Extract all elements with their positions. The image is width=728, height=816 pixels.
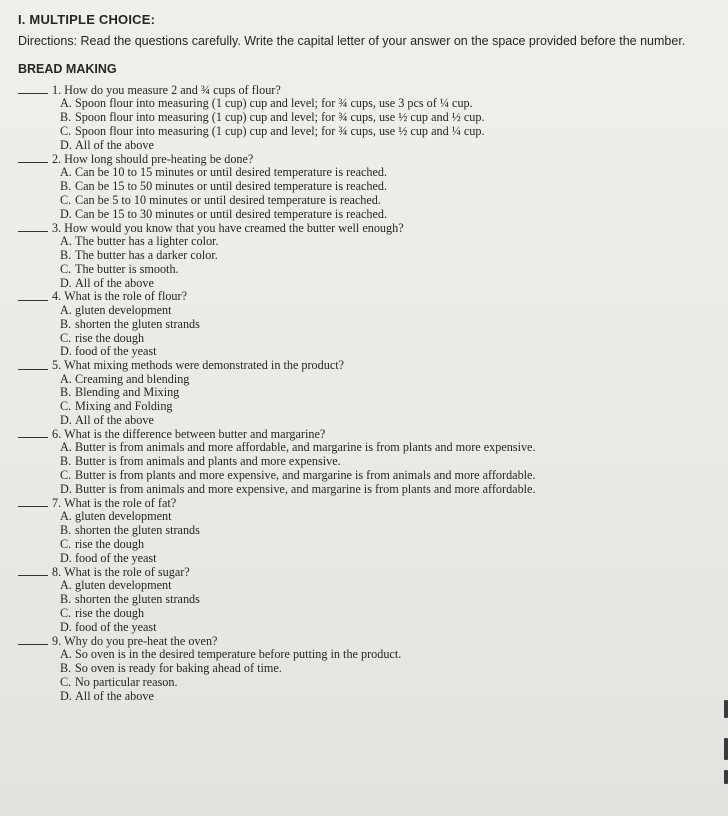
question-text: Why do you pre-heat the oven?: [64, 633, 218, 648]
option-letter: C.: [60, 192, 72, 207]
option-text: All of the above: [75, 137, 154, 152]
question-text: What mixing methods were demonstrated in the product?: [64, 358, 345, 373]
answer-option: [60, 180, 710, 194]
answer-option: [60, 621, 710, 635]
answer-option: [60, 208, 710, 222]
question-list: [18, 84, 710, 703]
question-item: [18, 153, 710, 222]
question-number: 1.: [52, 83, 62, 97]
answer-option: [60, 166, 710, 180]
option-list: [18, 510, 710, 566]
question-text: What is the difference between butter and margarine?: [64, 427, 326, 442]
answer-option: [60, 648, 710, 662]
option-letter: A.: [60, 440, 72, 455]
option-letter: C.: [60, 536, 72, 551]
question-number: 2.: [52, 151, 62, 166]
option-text: gluten development: [75, 509, 172, 524]
answer-blank[interactable]: [18, 436, 48, 438]
option-letter: C.: [60, 261, 72, 276]
question-item: [18, 359, 710, 428]
option-text: No particular reason.: [75, 674, 178, 689]
option-text: Butter is from animals and more expensive, and margarine is from plants and more affordable.: [75, 482, 536, 497]
option-text: The butter has a lighter color.: [75, 233, 219, 248]
answer-option: [60, 400, 710, 414]
question-number: 9.: [52, 633, 62, 648]
option-list: [18, 304, 710, 360]
option-list: [18, 579, 710, 635]
option-text: Spoon flour into measuring (1 cup) cup and level; for ¾ cups, use ½ cup and ½ cup.: [75, 110, 485, 125]
answer-option: [60, 263, 710, 277]
question-item: [18, 290, 710, 359]
option-letter: A.: [60, 509, 72, 524]
option-text: gluten development: [75, 578, 172, 592]
option-list: [18, 97, 710, 153]
answer-option: [60, 510, 710, 524]
topic-title: BREAD MAKING: [18, 62, 117, 76]
option-letter: B.: [60, 316, 72, 331]
question-text: What is the role of fat?: [64, 495, 177, 510]
option-letter: C.: [60, 674, 72, 689]
option-text: rise the dough: [75, 605, 145, 620]
question-item: [18, 222, 710, 291]
answer-option: [60, 455, 710, 469]
option-letter: D.: [60, 275, 72, 290]
option-text: Can be 5 to 10 minutes or until desired temperature is reached.: [75, 192, 381, 207]
answer-blank[interactable]: [18, 574, 48, 576]
option-text: gluten development: [75, 302, 172, 317]
answer-option: [60, 469, 710, 483]
answer-option: [60, 139, 710, 153]
option-letter: C.: [60, 330, 72, 345]
option-list: [18, 166, 710, 222]
question-text: How do you measure 2 and ¾ cups of flour?: [64, 83, 281, 97]
question-number: 8.: [52, 564, 62, 579]
answer-option: [60, 332, 710, 346]
option-text: Can be 15 to 30 minutes or until desired temperature is reached.: [75, 206, 388, 221]
option-text: shorten the gluten strands: [75, 523, 200, 538]
option-letter: D.: [60, 344, 72, 359]
answer-option: [60, 552, 710, 566]
option-letter: B.: [60, 591, 72, 606]
option-text: Butter is from animals and more affordable, and margarine is from plants and more expensive.: [75, 440, 536, 455]
option-text: All of the above: [75, 688, 154, 703]
answer-option: [60, 538, 710, 552]
answer-option: [60, 662, 710, 676]
answer-blank[interactable]: [18, 230, 48, 232]
answer-option: [60, 249, 710, 263]
option-text: So oven is in the desired temperature before putting in the product.: [75, 646, 402, 661]
question-item: [18, 497, 710, 566]
option-text: Spoon flour into measuring (1 cup) cup and level; for ¾ cups, use 3 pcs of ¼ cup.: [75, 96, 473, 111]
answer-option: [60, 579, 710, 593]
option-text: Can be 10 to 15 minutes or until desired temperature is reached.: [75, 165, 388, 180]
option-list: [18, 235, 710, 291]
option-text: shorten the gluten strands: [75, 591, 200, 606]
question-number: 4.: [52, 289, 62, 304]
answer-option: [60, 676, 710, 690]
option-letter: A.: [60, 302, 72, 317]
answer-option: [60, 125, 710, 139]
question-number: 7.: [52, 495, 62, 510]
option-text: Spoon flour into measuring (1 cup) cup and level; for ¾ cups, use ½ cup and ¼ cup.: [75, 124, 485, 139]
option-letter: B.: [60, 454, 72, 469]
question-text: What is the role of sugar?: [64, 564, 190, 579]
answer-option: [60, 483, 710, 497]
answer-option: [60, 111, 710, 125]
answer-option: [60, 345, 710, 359]
option-letter: B.: [60, 247, 72, 262]
option-letter: D.: [60, 413, 72, 428]
answer-option: [60, 318, 710, 332]
option-letter: D.: [60, 206, 72, 221]
option-text: food of the yeast: [75, 550, 157, 565]
option-letter: D.: [60, 619, 72, 634]
option-text: rise the dough: [75, 330, 145, 345]
binder-mark: [724, 738, 728, 760]
answer-option: [60, 304, 710, 318]
question-number: 3.: [52, 220, 62, 235]
option-text: food of the yeast: [75, 344, 157, 359]
question-text: How long should pre-heating be done?: [64, 151, 254, 166]
answer-option: [60, 386, 710, 400]
option-text: Can be 15 to 50 minutes or until desired temperature is reached.: [75, 178, 388, 193]
answer-option: [60, 441, 710, 455]
option-list: [18, 648, 710, 704]
option-letter: A.: [60, 578, 72, 592]
question-text: What is the role of flour?: [64, 289, 187, 304]
option-text: So oven is ready for baking ahead of time.: [75, 660, 282, 675]
option-text: All of the above: [75, 413, 154, 428]
directions-text: Directions: Read the questions carefully. Write the capital letter of your answer on the space provided before the number.: [18, 34, 686, 48]
answer-option: [60, 690, 710, 704]
answer-blank[interactable]: [18, 505, 48, 507]
answer-option: [60, 607, 710, 621]
option-letter: B.: [60, 178, 72, 193]
question-text: How would you know that you have creamed the butter well enough?: [64, 220, 404, 235]
question-number: 6.: [52, 427, 62, 442]
answer-option: [60, 373, 710, 387]
answer-option: [60, 524, 710, 538]
option-text: Creaming and blending: [75, 371, 190, 386]
option-text: All of the above: [75, 275, 154, 290]
option-text: Butter is from plants and more expensive, and margarine is from animals and more affordable.: [75, 468, 536, 483]
option-list: [18, 373, 710, 429]
option-text: Blending and Mixing: [75, 385, 180, 400]
option-letter: A.: [60, 371, 72, 386]
option-text: shorten the gluten strands: [75, 316, 200, 331]
answer-blank[interactable]: [18, 368, 48, 370]
section-heading: I. MULTIPLE CHOICE:: [18, 12, 156, 27]
answer-option: [60, 414, 710, 428]
option-letter: C.: [60, 124, 72, 139]
question-item: [18, 84, 710, 153]
option-letter: A.: [60, 96, 72, 111]
answer-blank[interactable]: [18, 643, 48, 645]
binder-mark: [724, 770, 728, 784]
option-letter: D.: [60, 482, 72, 497]
option-letter: D.: [60, 550, 72, 565]
option-letter: C.: [60, 468, 72, 483]
option-letter: B.: [60, 523, 72, 538]
answer-blank[interactable]: [18, 92, 48, 94]
answer-option: [60, 97, 710, 111]
option-text: The butter is smooth.: [75, 261, 179, 276]
answer-blank[interactable]: [18, 161, 48, 163]
option-text: food of the yeast: [75, 619, 157, 634]
option-letter: A.: [60, 165, 72, 180]
option-letter: B.: [60, 660, 72, 675]
binder-mark: [724, 700, 728, 718]
option-text: Mixing and Folding: [75, 399, 173, 414]
answer-blank[interactable]: [18, 299, 48, 301]
answer-option: [60, 277, 710, 291]
question-item: [18, 635, 710, 704]
option-letter: D.: [60, 137, 72, 152]
answer-option: [60, 194, 710, 208]
option-text: Butter is from animals and plants and more expensive.: [75, 454, 341, 469]
option-text: The butter has a darker color.: [75, 247, 218, 262]
option-letter: B.: [60, 385, 72, 400]
answer-option: [60, 593, 710, 607]
answer-option: [60, 235, 710, 249]
question-number: 5.: [52, 358, 62, 373]
option-letter: C.: [60, 399, 72, 414]
option-letter: A.: [60, 646, 72, 661]
option-list: [18, 441, 710, 497]
option-letter: A.: [60, 233, 72, 248]
question-item: [18, 428, 710, 497]
option-letter: B.: [60, 110, 72, 125]
option-letter: D.: [60, 688, 72, 703]
option-text: rise the dough: [75, 536, 145, 551]
option-letter: C.: [60, 605, 72, 620]
question-item: [18, 566, 710, 635]
